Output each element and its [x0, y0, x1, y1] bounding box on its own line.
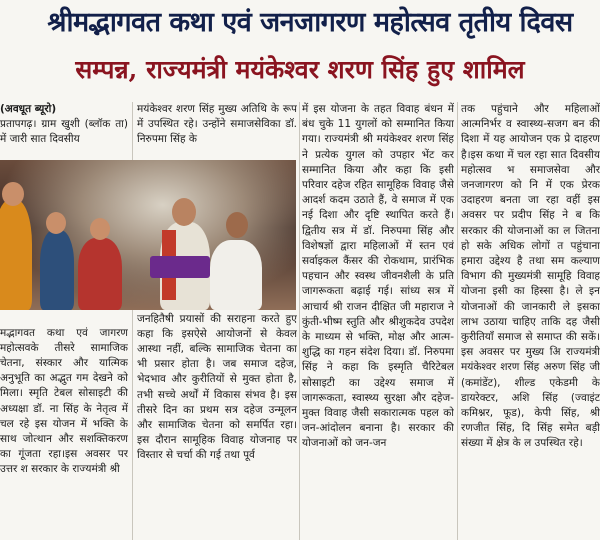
photo-person-head [90, 218, 110, 240]
headline-line-1: श्रीमद्भागवत कथा एवं जनजागरण महोत्सव तृतीय दिवस [47, 7, 573, 38]
column-1-bottom-text: मद्भागवत कथा एवं जागरण महोत्सवके तीसरे सामाजिक चेतना, संस्कार और यात्मिक अनुभूति का अद्भुत गम देखने को मिला। स्मृति टेबल सोसाइटी की अध्यक्षा डॉ. ना सिंह के नेतृत्व में चल रहे इस योजन में भक्ति के साथ जोत्थान और सशक्तिकरण का गूंजता रहा।इस अवसर पर उत्तर श सरकार के राज्यमंत्री श्री [0, 326, 128, 476]
column-2-top-text: मयंकेश्वर शरण सिंह मुख्य अतिथि के रूप में उपस्थित रहे। उन्होंने समाजसेविका डॉ. निरुपमा सिंह के [137, 103, 297, 146]
photo-person [78, 238, 122, 310]
photo-person-head [2, 182, 24, 206]
column-2-bottom-text: जनहितैषी प्रयासों की सराहना करते हुए कहा कि इसऐसे आयोजनों से केवल आस्था नहीं, बल्कि सामाजिक चेतना का भी प्रसार होता है। जब समाज दहेज, भेदभाव और कुरीतियों से मुक्त होता है, तभी सच्चे अर्थों में विकास संभव है। इस तीसरे दिन का प्रथम सत्र दहेज उन्मूलन और सामाजिक चेतना को समर्पित रहा। इस दौरान सामूहिक विवाह योजनाह पर विस्तार से चर्चा की गई तथा पूर्व [137, 312, 297, 462]
photo-gift-box [150, 256, 210, 278]
photo-person [210, 240, 262, 310]
article-column-3: में इस योजना के तहत विवाह बंधन में बंध चुके 11 युगलों को सम्मानित किया गया। राज्यमंत्री श्री मयंकेश्वर शरण सिंह ने प्रत्येक युगल को उपहार भेंट कर सम्मानित किया और कहा कि इसी परिवार दहेज रहित सामूहिक विवाह जैसे आदर्श कदम उठाते हैं, वे समाज में एक नई दिशा और दृष्टि स्थापित करते हैं। द्वितीय सत्र में डॉ. निरुपमा सिंह और विशेषज्ञों द्वारा महिलाओं में स्तन एवं सर्वाइकल कैंसर की रोकथाम, प्रारंभिक पहचान और स्वस्थ जीवनशैली के प्रति जागरूकता बढ़ाई गई। सांध्य सत्र में आचार्य श्री राजन दीक्षित जी महाराज ने कुंती-भीष्म स्तुति और श्रीशुकदेव उपदेश के माध्यम से भक्ति, मोक्ष और आत्म-शुद्धि का गहन संदेश दिया। डॉ. निरुपमा सिंह ने कहा कि इस्मृति चैरिटेबल सोसाइटी का उद्देश्य समाज में जागरूकता, स्वास्थ्य सुरक्षा और दहेज-मुक्त विवाह जैसी सकारात्मक पहल को जन-आंदोलन बनाना है। सरकार की योजनाओं को जन-जन [302, 103, 454, 450]
headline-line-2: सम्पन्न, राज्यमंत्री मयंकेश्वर शरण सिंह हुए शामिल [75, 55, 525, 84]
photo-person-head [226, 212, 248, 238]
photo-person [0, 200, 32, 310]
column-divider [299, 102, 300, 540]
event-photo [0, 160, 296, 310]
headline [0, 0, 600, 100]
photo-person-head [172, 198, 196, 226]
article-column-4: तक पहुंचाने और महिलाओं आत्मनिर्भर व स्वास्थ्य-सजग बन की दिशा में यह आयोजन एक प्रे दाहरण है।इस कथा में चल रहा सात दिवसीय महोत्सव भ समाजसेवा और जनजागरण को नि में एक प्रेरक उदाहरण बनता जा रहा वहीं इस अवसर पर प्रदीप सिंह ने ब कि सरकार की योजनाओं का ल जितना हो सके अधिक लोगों त पहुंचाना हमारा उद्देश्य है तथा सम कल्याण विभाग की मुख्यमंत्री सामूहि विवाह योजना इसी का हिस्सा है। ले इन योजनाओं की जानकारी ले इसका लाभ उठाया चाहिए ताकि दह जैसी कुरीतियाँ समाज से समाप्त की सकें। इस अवसर पर मुख्य अि राज्यमंत्री मयंकेश्वर शरण सिंह अरुण सिंह जी (कमांडेंट), शील्ड एकेडमी के डायरेक्टर, अशि सिंह (ज्वाइंट कमिश्नर, फूड), केपी सिंह, श्री रणजीत सिंह, दि सिंह समेत बड़ी संख्या में क्षेत्र के ल उपस्थित रहे। [461, 103, 600, 450]
column-divider [457, 102, 458, 540]
photo-person-head [46, 212, 66, 234]
byline: (अवधूत ब्यूरो) [0, 103, 57, 115]
photo-person [40, 230, 74, 310]
column-1-top-text: प्रतापगढ़। ग्राम खुशी (ब्लॉक ता) में जारी सात दिवसीय [0, 118, 128, 146]
